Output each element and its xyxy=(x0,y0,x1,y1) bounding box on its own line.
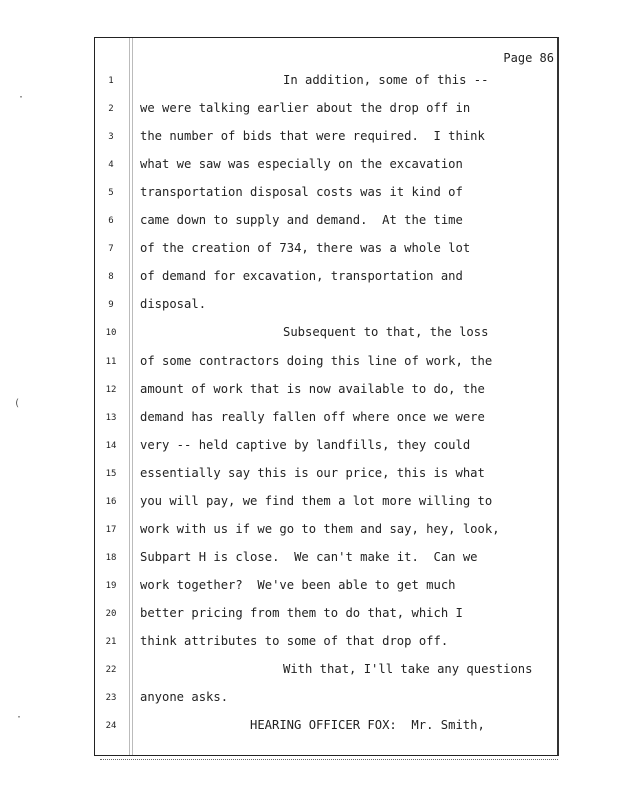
line-text: essentially say this is our price, this is what xyxy=(140,465,485,480)
transcript-line xyxy=(0,577,618,597)
line-text: anyone asks. xyxy=(140,690,229,705)
line-number: 16 xyxy=(105,496,117,507)
transcript-line xyxy=(0,184,618,204)
line-number: 13 xyxy=(105,412,117,423)
line-text: Subpart H is close. We can't make it. Can we xyxy=(140,549,478,564)
line-number: 9 xyxy=(108,300,114,311)
line-number: 11 xyxy=(105,356,117,367)
line-number: 7 xyxy=(108,244,114,255)
line-text: very -- held captive by landfills, they could xyxy=(140,437,471,452)
line-text: of demand for excavation, transportation and xyxy=(140,269,463,284)
line-number: 17 xyxy=(105,524,117,535)
line-number: 24 xyxy=(105,721,117,732)
line-text: In addition, some of this -- xyxy=(283,73,489,87)
transcript-line xyxy=(0,296,618,316)
page-number: Page 86 xyxy=(503,51,554,65)
line-text: Subsequent to that, the loss xyxy=(283,325,489,340)
transcript-line xyxy=(0,353,618,373)
line-text: what we saw was especially on the excavation xyxy=(140,157,463,172)
line-number: 8 xyxy=(108,272,114,283)
transcript-line xyxy=(0,240,618,260)
line-number: 22 xyxy=(105,665,117,676)
transcript-line xyxy=(0,717,618,737)
line-text: better pricing from them to do that, which I xyxy=(140,605,463,620)
transcript-line xyxy=(0,493,618,513)
transcript-line xyxy=(0,156,618,176)
line-number: 2 xyxy=(108,104,114,115)
transcript-line xyxy=(0,633,618,653)
line-text: With that, I'll take any questions xyxy=(283,662,533,677)
line-text: HEARING OFFICER FOX: Mr. Smith, xyxy=(250,718,485,733)
line-number: 4 xyxy=(108,160,114,171)
line-number: 6 xyxy=(108,216,114,227)
transcript-line xyxy=(0,212,618,232)
line-number: 18 xyxy=(105,552,117,563)
line-text: the number of bids that were required. I think xyxy=(140,129,485,144)
line-number: 14 xyxy=(105,440,117,451)
line-text: of some contractors doing this line of work, the xyxy=(140,353,493,368)
line-text: work together? We've been able to get much xyxy=(140,577,456,592)
scan-mark: · xyxy=(18,92,25,103)
transcript-line xyxy=(0,268,618,288)
scan-mark: · xyxy=(16,712,23,723)
line-text: you will pay, we find them a lot more willing to xyxy=(140,493,493,508)
transcript-line xyxy=(0,100,618,120)
line-text: came down to supply and demand. At the time xyxy=(140,213,463,228)
line-text: work with us if we go to them and say, hey, look, xyxy=(140,521,500,536)
line-text: disposal. xyxy=(140,297,207,312)
line-number: 5 xyxy=(108,188,114,199)
line-text: think attributes to some of that drop off. xyxy=(140,634,449,648)
line-text: demand has really fallen off where once we were xyxy=(140,409,485,424)
line-number: 1 xyxy=(108,76,114,86)
line-text: transportation disposal costs was it kind of xyxy=(140,185,463,200)
transcript-line xyxy=(0,128,618,148)
line-number: 12 xyxy=(105,384,117,395)
scan-mark: ( xyxy=(14,398,21,409)
line-number: 3 xyxy=(108,132,114,143)
transcript-line xyxy=(0,549,618,569)
line-number: 10 xyxy=(105,328,117,339)
line-number: 19 xyxy=(105,580,117,591)
transcript-line xyxy=(0,689,618,709)
transcript-line xyxy=(0,381,618,401)
transcript-line xyxy=(0,409,618,429)
transcript-line xyxy=(0,324,618,344)
line-number: 15 xyxy=(105,468,117,479)
transcript-line xyxy=(0,72,618,92)
transcript-line xyxy=(0,605,618,625)
line-number: 23 xyxy=(105,693,117,704)
bottom-rule xyxy=(100,759,558,760)
transcript-line xyxy=(0,437,618,457)
line-number: 20 xyxy=(105,608,117,619)
line-text: we were talking earlier about the drop off in xyxy=(140,101,471,116)
transcript-line xyxy=(0,465,618,485)
line-text: amount of work that is now available to do, the xyxy=(140,381,485,396)
line-text: of the creation of 734, there was a whole lot xyxy=(140,241,471,256)
transcript-line xyxy=(0,521,618,541)
transcript-line xyxy=(0,661,618,681)
line-number: 21 xyxy=(105,637,117,647)
